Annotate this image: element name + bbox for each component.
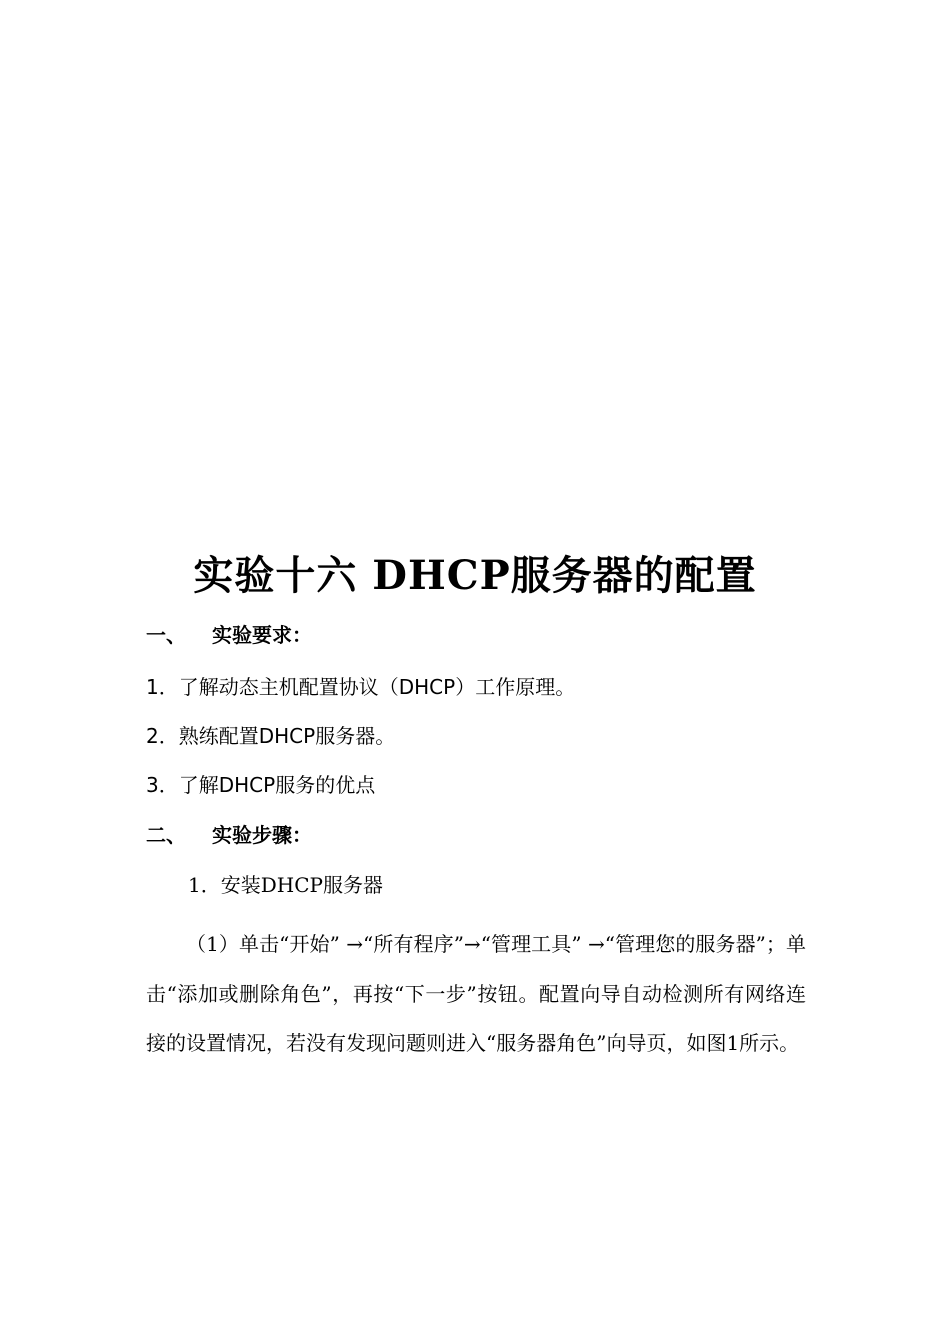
section-number: 一、 bbox=[146, 623, 186, 647]
step-title: 1．安装DHCP服务器 bbox=[188, 873, 383, 897]
step-paragraph: （1）单击“开始” →“所有程序”→“管理工具” →“管理您的服务器”；单击“添加或删除角色”，再按“下一步”按钮。配置向导自动检测所有网络连接的设置情况，若没有发现问题则进入“服务器角色”向导页，如图1所示。 bbox=[146, 932, 806, 1055]
section-title: 实验步骤： bbox=[212, 823, 312, 847]
requirement-item: 2．熟练配置DHCP服务器。 bbox=[146, 724, 396, 748]
section-title: 实验要求： bbox=[212, 623, 312, 647]
section-heading-requirements bbox=[146, 620, 312, 650]
page-title: 实验十六 DHCP服务器的配置 bbox=[193, 552, 757, 599]
requirement-item: 1．了解动态主机配置协议（DHCP）工作原理。 bbox=[146, 675, 576, 699]
requirement-item: 3．了解DHCP服务的优点 bbox=[146, 773, 376, 797]
section-number: 二、 bbox=[146, 823, 186, 847]
section-heading-steps bbox=[146, 820, 312, 850]
